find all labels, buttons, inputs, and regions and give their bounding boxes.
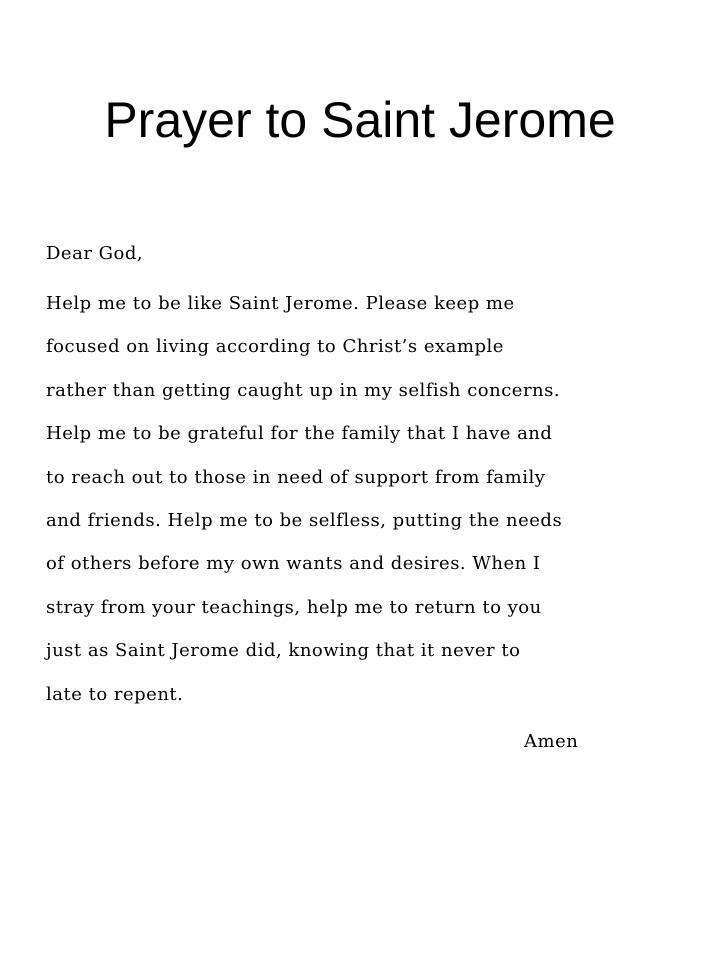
closing: Amen xyxy=(524,731,579,752)
body-line: stray from your teachings, help me to return to you xyxy=(46,596,542,618)
body-line: of others before my own wants and desires. When I xyxy=(46,553,541,575)
body-line: Help me to be like Saint Jerome. Please keep me xyxy=(46,293,515,314)
salutation: Dear God, xyxy=(46,243,144,264)
body-line: focused on living according to Christ’s example xyxy=(46,336,504,358)
body-line: Help me to be grateful for the family that I have and xyxy=(46,423,553,445)
prayer-body xyxy=(46,282,696,716)
body-line: and friends. Help me to be selfless, putting the needs xyxy=(46,509,563,531)
body-line: rather than getting caught up in my selfish concerns. xyxy=(46,379,561,401)
page-title: Prayer to Saint Jerome xyxy=(104,92,616,148)
body-line: late to repent. xyxy=(46,683,184,705)
body-line: to reach out to those in need of support from family xyxy=(46,466,546,488)
body-line: just as Saint Jerome did, knowing that it never to xyxy=(46,640,521,662)
